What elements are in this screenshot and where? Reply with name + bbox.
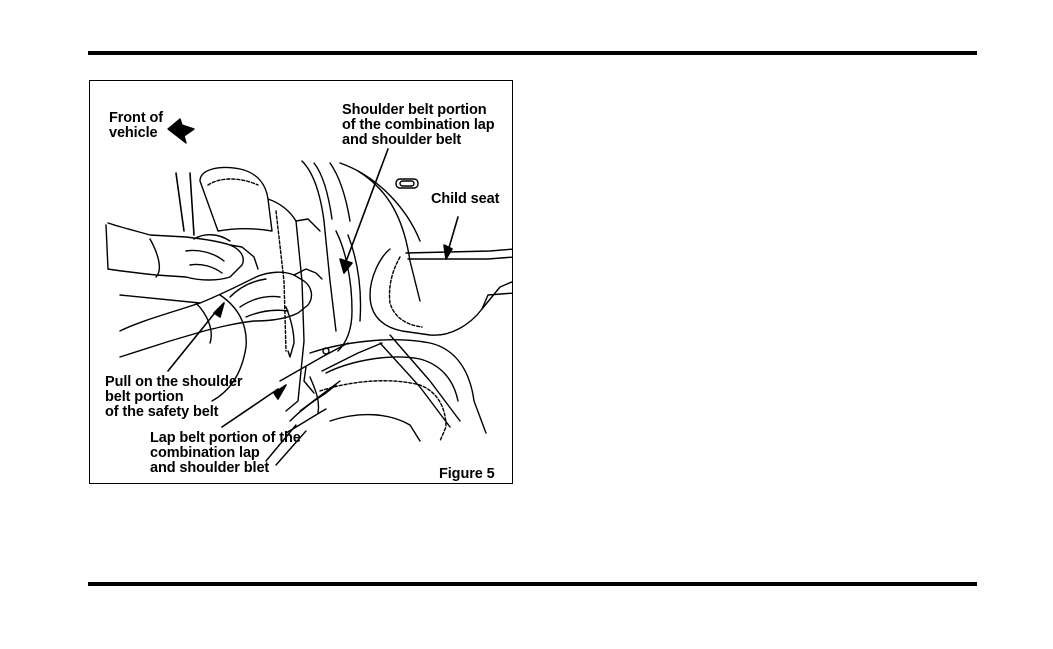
front-arrow-icon [168,119,194,143]
bottom-rule [88,582,977,586]
label-front-of-vehicle: Front of vehicle [109,110,163,141]
label-shoulder-belt: Shoulder belt portion of the combination lap and shoulder belt [342,102,495,148]
label-lap-belt: Lap belt portion of the combination lap and shoulder blet [150,430,301,476]
label-pull-shoulder-belt: Pull on the shoulder belt portion of the safety belt [105,374,243,420]
label-child-seat: Child seat [431,191,500,207]
figure-number: Figure 5 [439,466,495,482]
top-rule [88,51,977,55]
figure-5 [89,80,513,484]
